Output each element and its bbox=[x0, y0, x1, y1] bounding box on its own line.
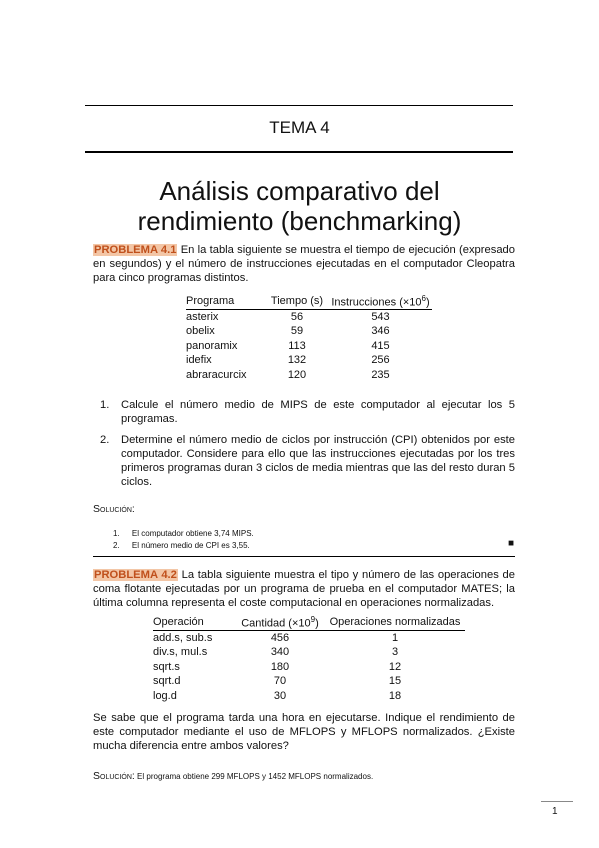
problem-4-1-text: En la tabla siguiente se muestra el tiempo de ejecución (expresado en segundos) y el número de instrucciones ejecutadas en el computador Cleopatra para cinco programas distintos. bbox=[93, 244, 515, 284]
table-row bbox=[186, 368, 432, 383]
table-cell: div.s, mul.s bbox=[153, 646, 208, 659]
col-header-cantidad bbox=[235, 615, 325, 630]
question-1-number: 1. bbox=[100, 399, 110, 411]
chapter-rule bbox=[85, 151, 513, 153]
table-row bbox=[186, 324, 432, 339]
col-header-instrucciones bbox=[329, 294, 432, 309]
section-divider bbox=[93, 556, 515, 557]
problem-4-1-table bbox=[186, 294, 432, 382]
top-rule bbox=[85, 105, 513, 106]
question-1 bbox=[100, 398, 515, 426]
table-row bbox=[153, 689, 465, 704]
table-cell: 543 bbox=[371, 310, 390, 323]
table-cell: 12 bbox=[388, 660, 402, 673]
col-header-tiempo: Tiempo (s) bbox=[270, 295, 324, 308]
problem-4-2-tag: PROBLEMA 4.2 bbox=[94, 569, 177, 581]
solution-1-item-2 bbox=[113, 541, 250, 550]
table-cell: 120 bbox=[287, 368, 307, 381]
table-cell: 132 bbox=[287, 354, 307, 367]
col-header-programa: Programa bbox=[186, 294, 235, 307]
cantidad-header-exp: 9 bbox=[310, 615, 316, 624]
solution-2 bbox=[93, 766, 373, 784]
table-cell: idefix bbox=[186, 354, 212, 367]
table-cell: obelix bbox=[186, 325, 215, 338]
problem-4-2-text: La tabla siguiente muestra el tipo y número de las operaciones de coma flotante ejecutadas por un programa de prueba en el computador MATES; la última columna representa el coste computacional en operaciones normalizadas. bbox=[93, 569, 515, 609]
cantidad-header-text: Cantidad (×10 bbox=[241, 617, 311, 630]
table-header-row bbox=[186, 294, 432, 309]
problem-4-2-table bbox=[153, 615, 465, 703]
chapter-title-line2: rendimiento (benchmarking) bbox=[137, 206, 462, 236]
table-header-row bbox=[153, 615, 465, 630]
table-cell: 15 bbox=[388, 675, 402, 688]
table-row bbox=[153, 660, 465, 675]
table-cell: 180 bbox=[270, 660, 290, 673]
instr-header-exp: 6 bbox=[421, 294, 426, 303]
table-cell: 256 bbox=[371, 354, 390, 367]
solution-1-label: Solución: bbox=[93, 503, 135, 515]
table-cell: 30 bbox=[273, 689, 287, 702]
table-cell: 70 bbox=[273, 675, 287, 688]
table-cell: 415 bbox=[371, 339, 390, 352]
table-cell: 59 bbox=[290, 325, 304, 338]
table-cell: 18 bbox=[388, 689, 402, 702]
table-row bbox=[153, 630, 465, 645]
question-2 bbox=[100, 433, 515, 489]
chapter-title bbox=[0, 176, 599, 236]
solution-1-item-2-text: El número medio de CPI es 3,55. bbox=[131, 541, 250, 550]
col-header-operacion: Operación bbox=[153, 615, 204, 628]
table-cell: sqrt.d bbox=[153, 675, 181, 688]
question-2-number: 2. bbox=[100, 434, 110, 446]
table-cell: 1 bbox=[391, 631, 399, 644]
solution-1-item-1-text: El computador obtiene 3,74 MIPS. bbox=[131, 529, 254, 538]
table-cell: panoramix bbox=[186, 339, 238, 352]
question-2-text: Determine el número medio de ciclos por instrucción (CPI) obtenidos por este computador. Considere para ello que las instrucciones ejecutadas por los tres primeros programas duran 3 ciclos de media mientras que las del resto duran 5 ciclos. bbox=[121, 434, 515, 488]
table-row bbox=[153, 674, 465, 689]
problem-4-1-statement bbox=[93, 243, 515, 285]
table-cell: 56 bbox=[290, 310, 304, 323]
footer-rule bbox=[541, 801, 573, 802]
table-cell: 235 bbox=[371, 368, 390, 381]
question-1-text: Calcule el número medio de MIPS de este computador al ejecutar los 5 programas. bbox=[121, 399, 515, 425]
table-cell: 340 bbox=[270, 646, 290, 659]
table-cell: 456 bbox=[270, 631, 290, 644]
col-header-normalizadas: Operaciones normalizadas bbox=[329, 616, 461, 629]
table-cell: abraracurcix bbox=[186, 368, 247, 381]
solution-1-item-1-number: 1. bbox=[113, 529, 120, 538]
end-of-solution-mark: ■ bbox=[508, 538, 515, 549]
cantidad-header-close: ) bbox=[315, 617, 319, 630]
table-cell: 3 bbox=[391, 646, 399, 659]
problem-4-1-tag: PROBLEMA 4.1 bbox=[94, 244, 177, 256]
page-number: 1 bbox=[552, 806, 558, 817]
table-cell: 113 bbox=[288, 339, 306, 352]
solution-2-text: El programa obtiene 299 MFLOPS y 1452 MFLOPS normalizados. bbox=[134, 772, 374, 781]
problem-4-2-question: Se sabe que el programa tarda una hora en ejecutarse. Indique el rendimiento de este computador mediante el uso de MFLOPS y MFLOPS normalizados. ¿Existe mucha diferencia entre ambos valores? bbox=[93, 712, 515, 752]
instr-header-close: ) bbox=[425, 296, 430, 309]
table-row bbox=[186, 339, 432, 354]
solution-2-label: Solución: bbox=[93, 770, 135, 782]
instr-header-text: Instrucciones (×10 bbox=[331, 296, 422, 309]
chapter-label: TEMA 4 bbox=[269, 118, 330, 137]
table-cell: add.s, sub.s bbox=[153, 631, 213, 644]
chapter-title-line1: Análisis comparativo del bbox=[159, 176, 440, 206]
table-cell: sqrt.s bbox=[153, 660, 180, 673]
table-row bbox=[186, 353, 432, 368]
table-row bbox=[186, 309, 432, 324]
solution-1-item-1 bbox=[113, 529, 254, 538]
table-cell: asterix bbox=[186, 310, 219, 323]
solution-1-item-2-number: 2. bbox=[113, 541, 120, 550]
table-cell: 346 bbox=[371, 325, 390, 338]
table-cell: log.d bbox=[153, 689, 177, 702]
table-row bbox=[153, 645, 465, 660]
problem-4-2-statement bbox=[93, 568, 515, 610]
